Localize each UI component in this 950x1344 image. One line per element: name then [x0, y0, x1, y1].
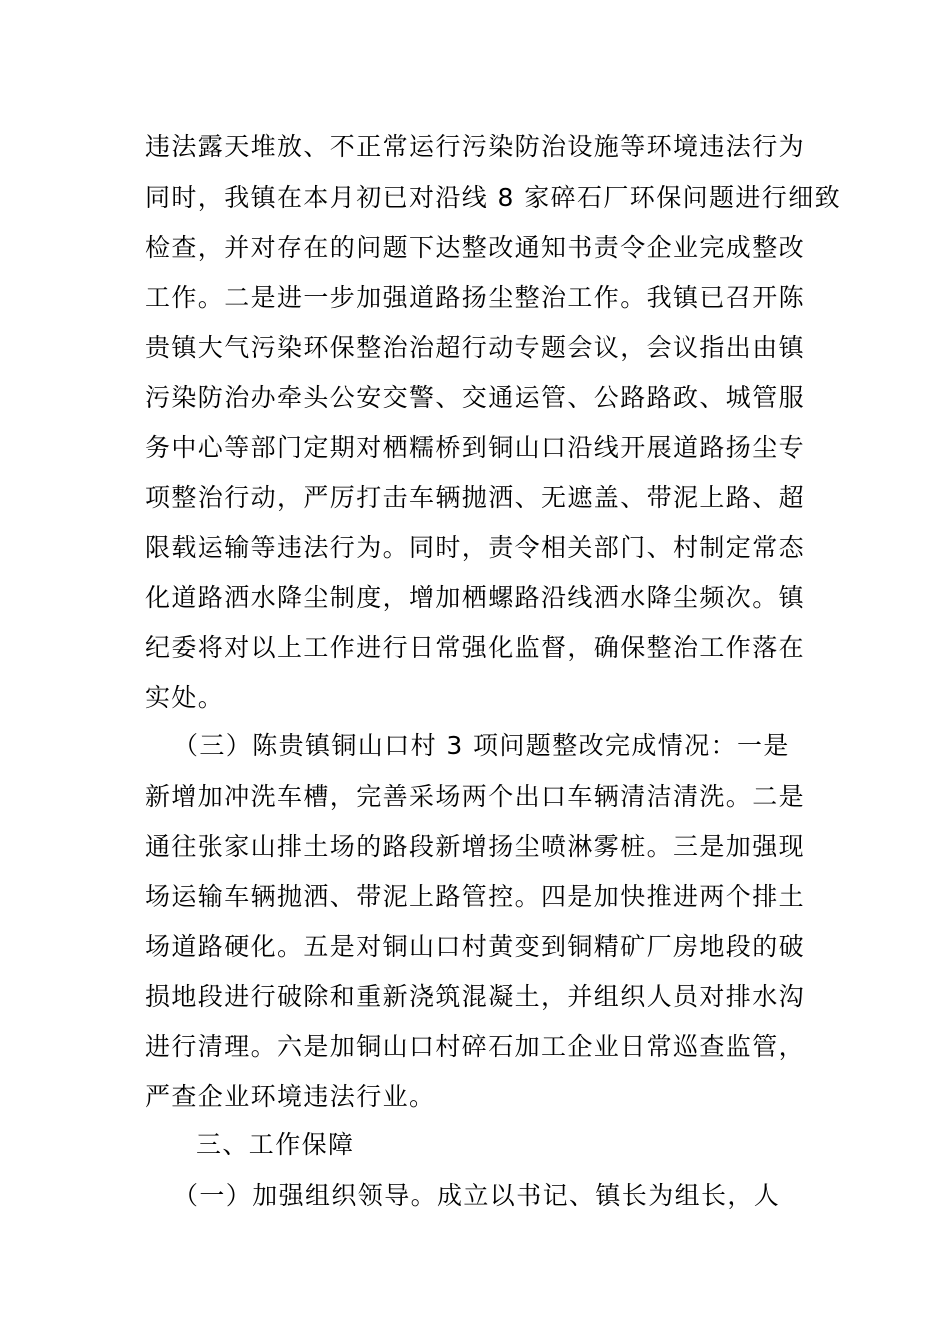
text-line: 务中心等部门定期对栖糯桥到铜山口沿线开展道路扬尘专 — [145, 433, 806, 462]
text-line: 项整治行动，严厉打击车辆抛洒、无遮盖、带泥上路、超 — [145, 483, 806, 512]
text-line: 检查，并对存在的问题下达整改通知书责令企业完成整改 — [145, 233, 806, 262]
subsection-heading-1: （一）加强组织领导。成立以书记、镇长为组长，人 — [173, 1181, 781, 1210]
text-line: 化道路洒水降尘制度，增加栖螺路沿线洒水降尘频次。镇 — [145, 583, 806, 612]
text-line: 损地段进行破除和重新浇筑混凝土，并组织人员对排水沟 — [145, 982, 806, 1011]
section-title: 三、工作保障 — [196, 1130, 355, 1159]
text-line: 污染防治办牵头公安交警、交通运管、公路路政、城管服 — [145, 383, 806, 412]
text-line: 新增加冲洗车槽，完善采场两个出口车辆清洁清洗。二是 — [145, 782, 806, 811]
section-heading-3: （三）陈贵镇铜山口村 3 项问题整改完成情况：一是 — [173, 731, 790, 760]
text-line: 贵镇大气污染环保整治治超行动专题会议，会议指出由镇 — [145, 333, 806, 362]
text-line: 严查企业环境违法行业。 — [145, 1082, 436, 1111]
text-line: 场道路硬化。五是对铜山口村黄变到铜精矿厂房地段的破 — [145, 932, 806, 961]
text-line: 通往张家山排土场的路段新增扬尘喷淋雾桩。三是加强现 — [145, 832, 806, 861]
text-line: 纪委将对以上工作进行日常强化监督，确保整治工作落在 — [145, 633, 806, 662]
text-line: 同时，我镇在本月初已对沿线 8 家碎石厂环保问题进行细致 — [145, 183, 842, 212]
text-line: 进行清理。六是加铜山口村碎石加工企业日常巡查监管， — [145, 1032, 806, 1061]
text-line: 工作。二是进一步加强道路扬尘整治工作。我镇已召开陈 — [145, 283, 806, 312]
text-line: 违法露天堆放、不正常运行污染防治设施等环境违法行为 — [145, 132, 806, 161]
text-line: 场运输车辆抛洒、带泥上路管控。四是加快推进两个排土 — [145, 882, 806, 911]
text-line: 限载运输等违法行为。同时，责令相关部门、村制定常态 — [145, 533, 806, 562]
text-line: 实处。 — [145, 683, 225, 712]
